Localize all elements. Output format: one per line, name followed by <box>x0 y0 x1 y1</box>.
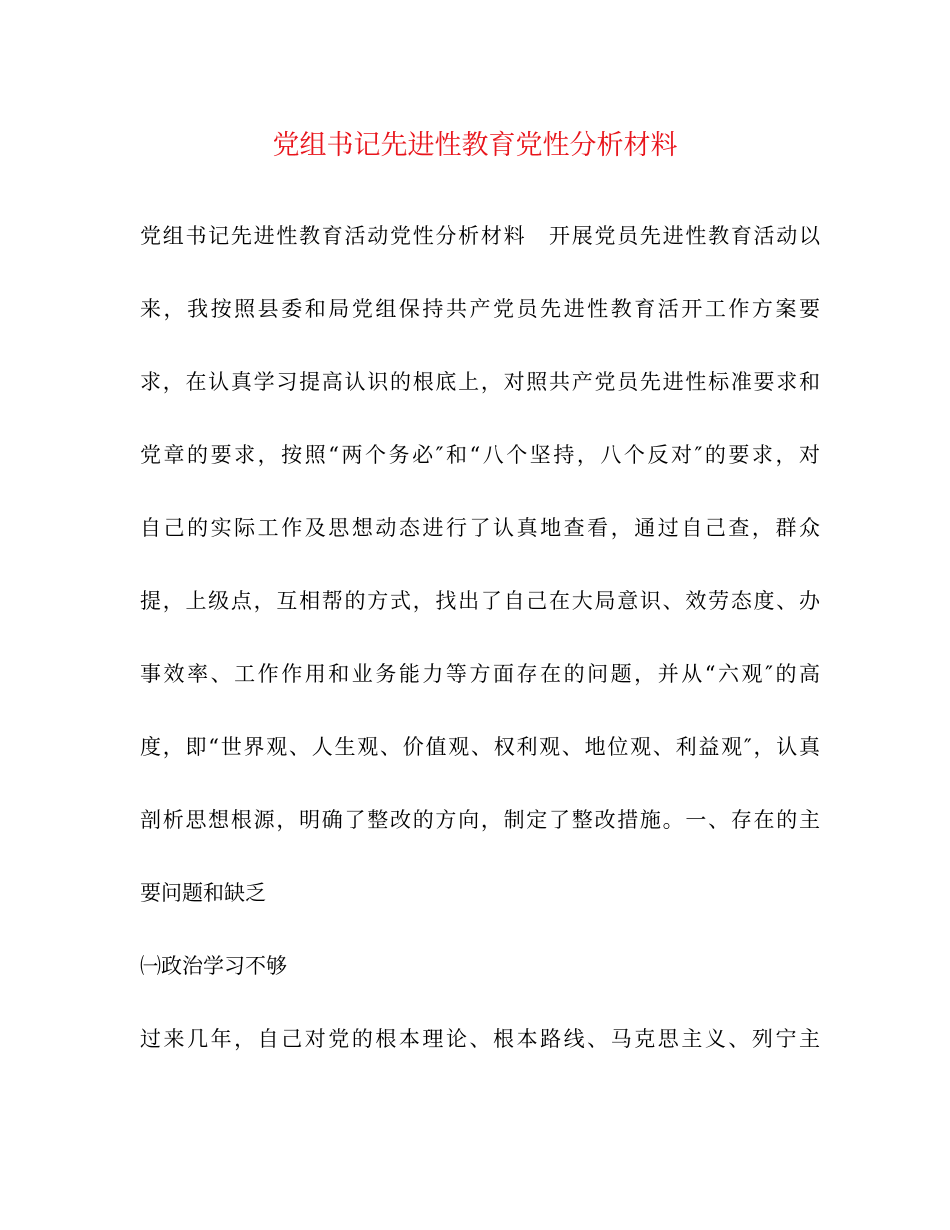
body-line: 过来几年，自己对党的根本理论、根本路线、马克思主义、列宁主 <box>140 1027 820 1051</box>
body-line: 度，即“世界观、人生观、价值观、权利观、地位观、利益观″，认真 <box>140 735 820 759</box>
body-line: 自己的实际工作及思想动态进行了认真地查看，通过自己查，群众 <box>140 516 820 540</box>
body-line: 党组书记先进性教育活动党性分析材料 开展党员先进性教育活动以 <box>140 224 820 248</box>
body-line: 要问题和缺乏 <box>140 881 266 905</box>
body-line: 剖析思想根源，明确了整改的方向，制定了整改措施。一、存在的主 <box>140 808 820 832</box>
section-heading: ㈠政治学习不够 <box>140 954 287 978</box>
body-line: 党章的要求，按照“两个务必″和“八个坚持，八个反对″的要求，对 <box>140 443 820 467</box>
body-line: 提，上级点，互相帮的方式，找出了自己在大局意识、效劳态度、办 <box>140 589 820 613</box>
body-line: 来，我按照县委和局党组保持共产党员先进性教育活开工作方案要 <box>140 297 820 321</box>
document-title: 党组书记先进性教育党性分析材料 <box>272 130 678 161</box>
body-line: 求，在认真学习提高认识的根底上，对照共产党员先进性标准要求和 <box>140 370 820 394</box>
body-line: 事效率、工作作用和业务能力等方面存在的问题，并从“六观″的高 <box>140 662 820 686</box>
